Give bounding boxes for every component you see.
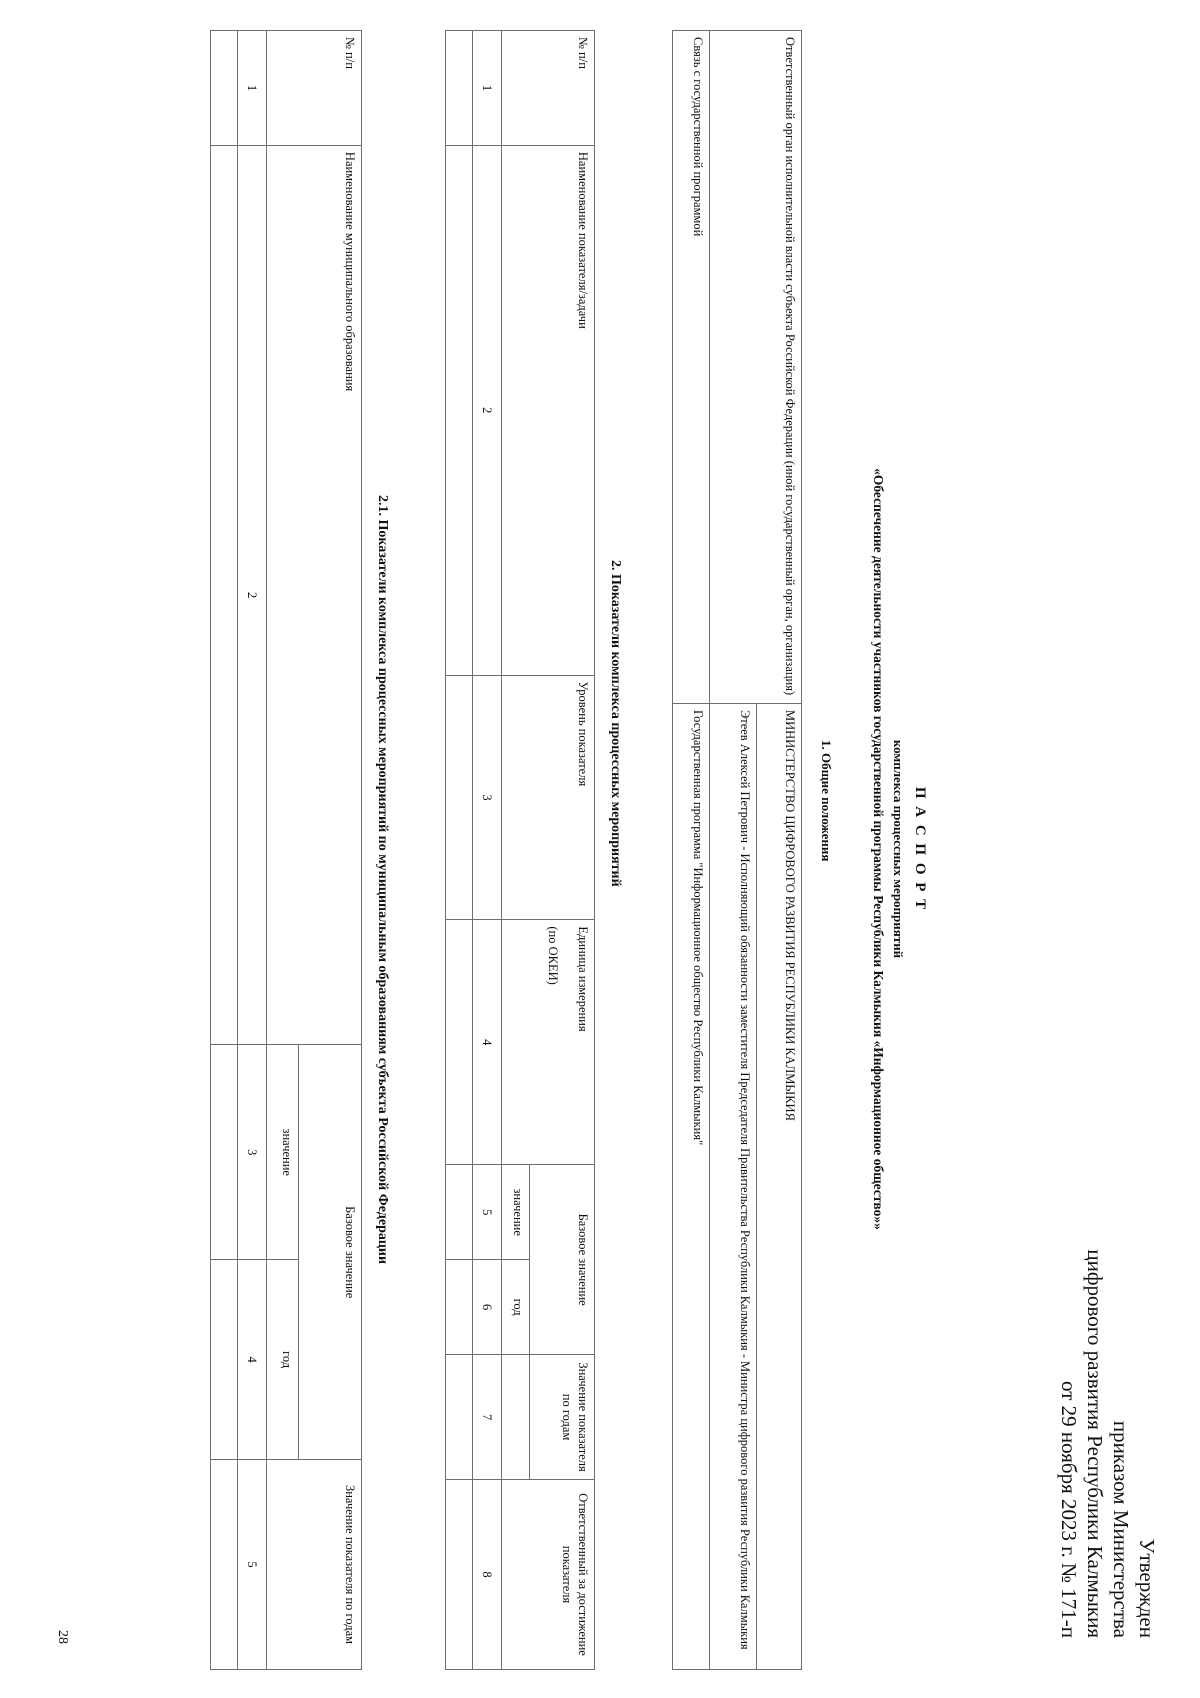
- page-number: 28: [55, 1630, 70, 1644]
- col-base-value-year: год: [267, 1260, 299, 1460]
- approval-line-4: от 29 ноября 2023 г. № 171-п: [1057, 1380, 1081, 1638]
- num-cell: 1: [473, 31, 502, 146]
- approval-line-3: цифрового развития Республики Калмыкия: [1083, 1249, 1107, 1638]
- section-1-heading: 1. Общие положения: [819, 740, 834, 862]
- approval-line-1: Утвержден: [1135, 1538, 1159, 1638]
- col-base-value-year: год: [502, 1260, 530, 1355]
- col-value-by-years-sub: [502, 1355, 530, 1480]
- col-value-by-years: Значение показателя по годам: [530, 1355, 595, 1480]
- col-indicator-name: Наименование показателя/задачи: [502, 145, 595, 675]
- num-cell: 7: [473, 1355, 502, 1480]
- section-2-1-heading: 2.1. Показатели комплекса процессных мероприятий по муниципальным образованиям субъекта Российской Федерации: [375, 495, 390, 1265]
- num-cell: 5: [473, 1165, 502, 1260]
- empty-cell: [211, 1045, 238, 1260]
- col-unit-line-1: Единица измерения: [576, 926, 590, 1032]
- passport-subtitle: комплекса процессных мероприятий: [891, 739, 906, 959]
- table-header-row: [299, 31, 362, 1670]
- general-provisions-table: [672, 30, 802, 1670]
- col-base-value-value: значение: [267, 1045, 299, 1260]
- num-cell: 3: [238, 1045, 267, 1260]
- responsible-organ-label: Ответственный орган исполнительной власти субъекта Российской Федерации (иной государственный орган, организация): [710, 31, 802, 704]
- empty-cell: [446, 1480, 473, 1670]
- col-responsible: Ответственный за достижение показателя: [502, 1480, 595, 1670]
- empty-cell: [446, 1355, 473, 1480]
- empty-cell: [446, 920, 473, 1165]
- empty-cell: [446, 31, 473, 146]
- col-base-value: Базовое значение: [299, 1045, 362, 1460]
- empty-cell: [211, 145, 238, 1044]
- table-row: [757, 31, 802, 1670]
- indicators-table: [445, 30, 595, 1670]
- table-row: [446, 31, 473, 1670]
- responsible-person: Этеев Алексей Петрович - Исполняющий обязанности заместителя Председателя Правительства Республики Калмыкия - Министра цифрового развития Республики Калмыкия: [710, 704, 757, 1670]
- col-municipality-name: Наименование муниципального образования: [267, 145, 362, 1044]
- empty-cell: [211, 1260, 238, 1460]
- empty-cell: [446, 675, 473, 920]
- empty-cell: [446, 145, 473, 675]
- table-row: [673, 31, 710, 1670]
- table-row: [238, 31, 267, 1670]
- passport-program-name: «Обеспечение деятельности участников государственной программы Республики Калмыкия «Информационное общество»»: [871, 468, 886, 1230]
- num-cell: 1: [238, 31, 267, 146]
- col-base-value: Базовое значение: [530, 1165, 595, 1355]
- col-indicator-level: Уровень показателя: [502, 675, 595, 920]
- table-row: [211, 31, 238, 1670]
- num-cell: 4: [473, 920, 502, 1165]
- col-value-by-years: Значение показателя по годам: [267, 1460, 362, 1670]
- program-link-value: Государственная программа "Информационное общество Республики Калмыкия": [673, 704, 710, 1670]
- num-cell: 5: [238, 1460, 267, 1670]
- col-unit: [502, 920, 595, 1165]
- num-cell: 4: [238, 1260, 267, 1460]
- table-header-row: [530, 31, 595, 1670]
- municipal-indicators-table: [210, 30, 362, 1670]
- table-row: [473, 31, 502, 1670]
- col-base-value-value: значение: [502, 1165, 530, 1260]
- col-unit-line-2: (по ОКЕИ): [546, 926, 560, 985]
- col-number: № п/п: [502, 31, 595, 146]
- num-cell: 6: [473, 1260, 502, 1355]
- empty-cell: [211, 1460, 238, 1670]
- num-cell: 8: [473, 1480, 502, 1670]
- approval-line-2: приказом Министерства: [1109, 1420, 1133, 1638]
- empty-cell: [446, 1165, 473, 1260]
- empty-cell: [211, 31, 238, 146]
- section-2-heading: 2. Показатели комплекса процессных мероприятий: [608, 560, 623, 887]
- num-cell: 2: [473, 145, 502, 675]
- program-link-label: Связь с государственной программой: [673, 31, 710, 704]
- num-cell: 3: [473, 675, 502, 920]
- responsible-organ-name: МИНИСТЕРСТВО ЦИФРОВОГО РАЗВИТИЯ РЕСПУБЛИКИ КАЛМЫКИЯ: [757, 704, 802, 1670]
- empty-cell: [446, 1260, 473, 1355]
- num-cell: 2: [238, 145, 267, 1044]
- col-number: № п/п: [267, 31, 362, 146]
- passport-title: П А С П О Р Т: [912, 786, 928, 912]
